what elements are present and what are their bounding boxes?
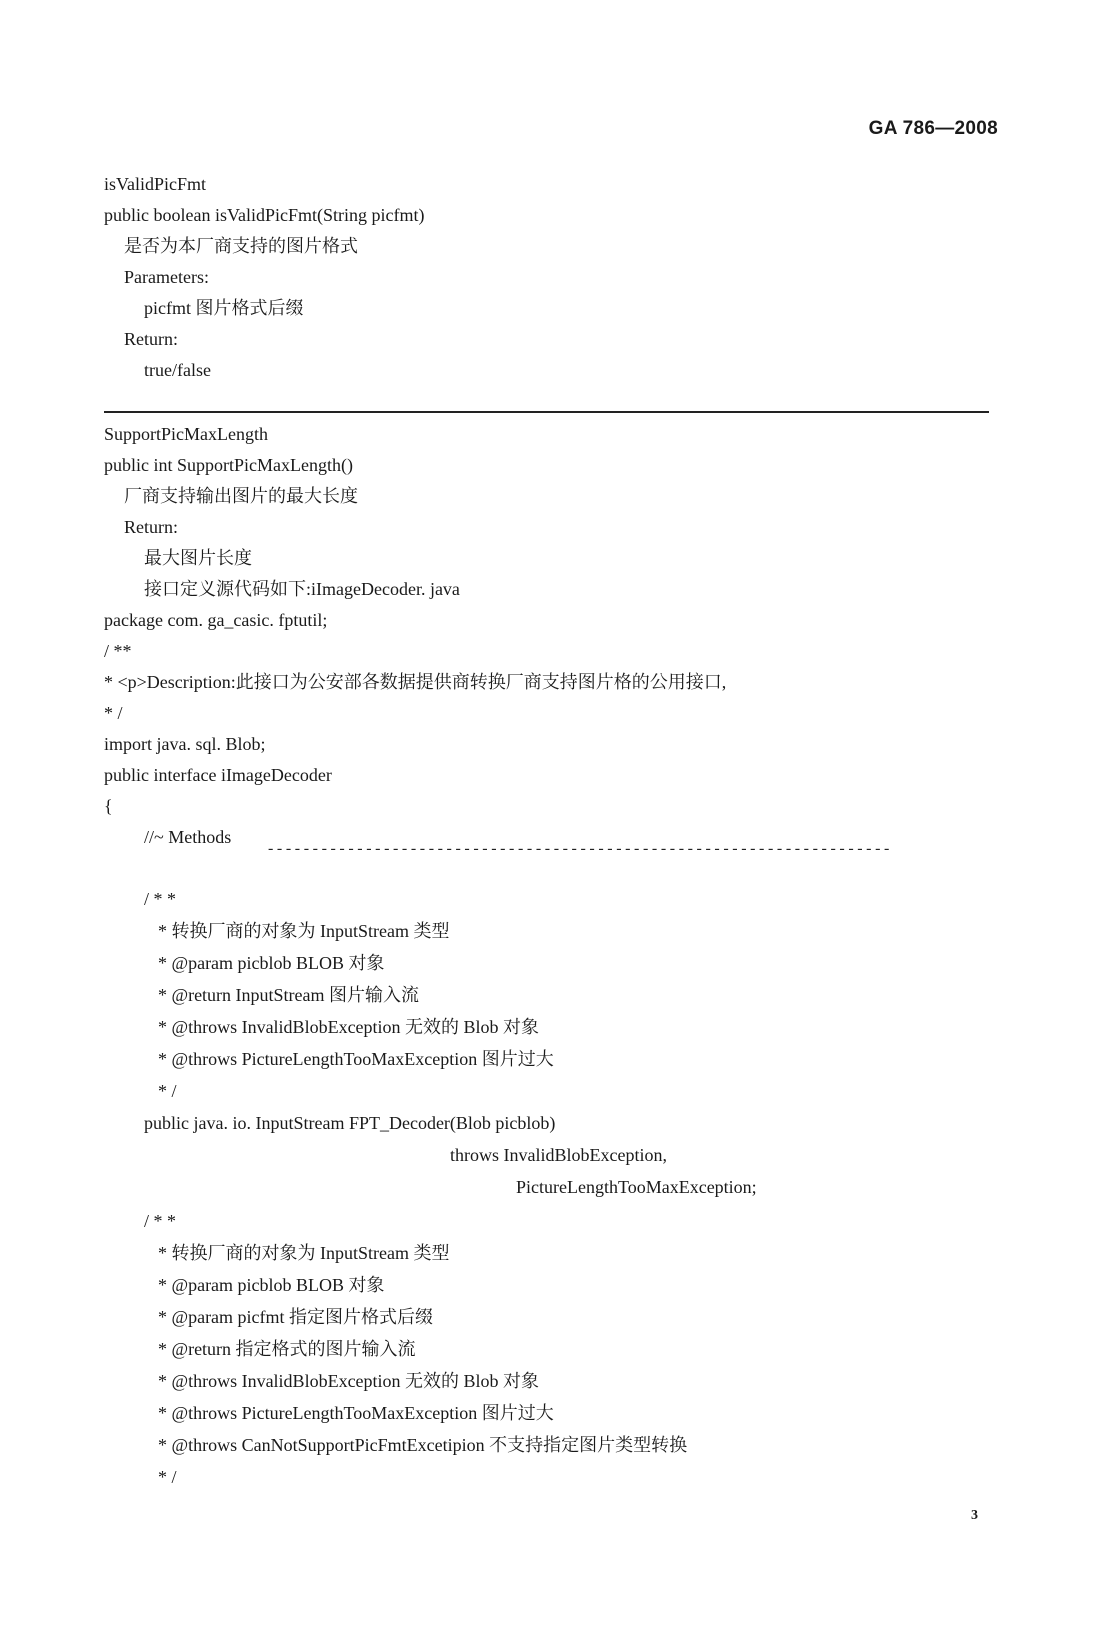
code-line: package com. ga_casic. fptutil; <box>104 610 328 630</box>
method-signature: public int SupportPicMaxLength() <box>104 455 353 475</box>
parameters-label: Parameters: <box>124 267 209 287</box>
method-name: isValidPicFmt <box>104 174 207 194</box>
code-line: * @return 指定格式的图片输入流 <box>158 1339 416 1359</box>
code-line: * @param picblob BLOB 对象 <box>158 1275 385 1295</box>
code-line: * @param picfmt 指定图片格式后缀 <box>158 1307 434 1327</box>
code-line: * <p>Description:此接口为公安部各数据提供商转换厂商支持图片格的公用接口, <box>104 672 727 692</box>
code-line: * @throws InvalidBlobException 无效的 Blob 对象 <box>158 1017 540 1037</box>
code-line: * / <box>104 703 123 723</box>
code-line: public interface iImageDecoder <box>104 765 332 785</box>
return-label: Return: <box>124 517 178 537</box>
return-value: true/false <box>144 360 211 380</box>
code-line: * @param picblob BLOB 对象 <box>158 953 385 973</box>
code-line: * 转换厂商的对象为 InputStream 类型 <box>158 1243 450 1263</box>
return-label: Return: <box>124 329 178 349</box>
section-divider <box>104 411 989 413</box>
code-line: public java. io. InputStream FPT_Decoder(Blob picblob) <box>144 1113 556 1133</box>
standard-header: GA 786—2008 <box>868 118 998 139</box>
code-line: * @throws InvalidBlobException 无效的 Blob 对象 <box>158 1371 540 1391</box>
method-name: SupportPicMaxLength <box>104 424 268 444</box>
code-line: PictureLengthTooMaxException; <box>516 1177 757 1197</box>
code-line: import java. sql. Blob; <box>104 734 266 754</box>
return-value: 最大图片长度 <box>144 548 252 568</box>
code-line: / * * <box>144 889 177 909</box>
code-line: * @return InputStream 图片输入流 <box>158 985 420 1005</box>
code-line: * @throws PictureLengthTooMaxException 图片过大 <box>158 1403 554 1423</box>
source-intro: 接口定义源代码如下:iImageDecoder. java <box>144 579 460 599</box>
method-description: 厂商支持输出图片的最大长度 <box>124 486 358 506</box>
code-line: throws InvalidBlobException, <box>450 1145 667 1165</box>
methods-separator: ---------------------------------------------------------------------- <box>268 840 893 857</box>
method-description: 是否为本厂商支持的图片格式 <box>124 236 358 256</box>
code-line: * @throws PictureLengthTooMaxException 图片过大 <box>158 1049 554 1069</box>
method-signature: public boolean isValidPicFmt(String picfmt) <box>104 205 425 225</box>
code-line: { <box>104 796 113 816</box>
code-line: * 转换厂商的对象为 InputStream 类型 <box>158 921 450 941</box>
code-line: * @throws CanNotSupportPicFmtExcetipion 不支持指定图片类型转换 <box>158 1435 688 1455</box>
code-line: * / <box>158 1081 177 1101</box>
code-line: / * * <box>144 1211 177 1231</box>
code-line: * / <box>158 1467 177 1487</box>
parameter-line: picfmt 图片格式后缀 <box>144 298 304 318</box>
page-number: 3 <box>971 1508 978 1523</box>
code-line: / ** <box>104 641 132 661</box>
code-line: //~ Methods <box>144 827 232 847</box>
